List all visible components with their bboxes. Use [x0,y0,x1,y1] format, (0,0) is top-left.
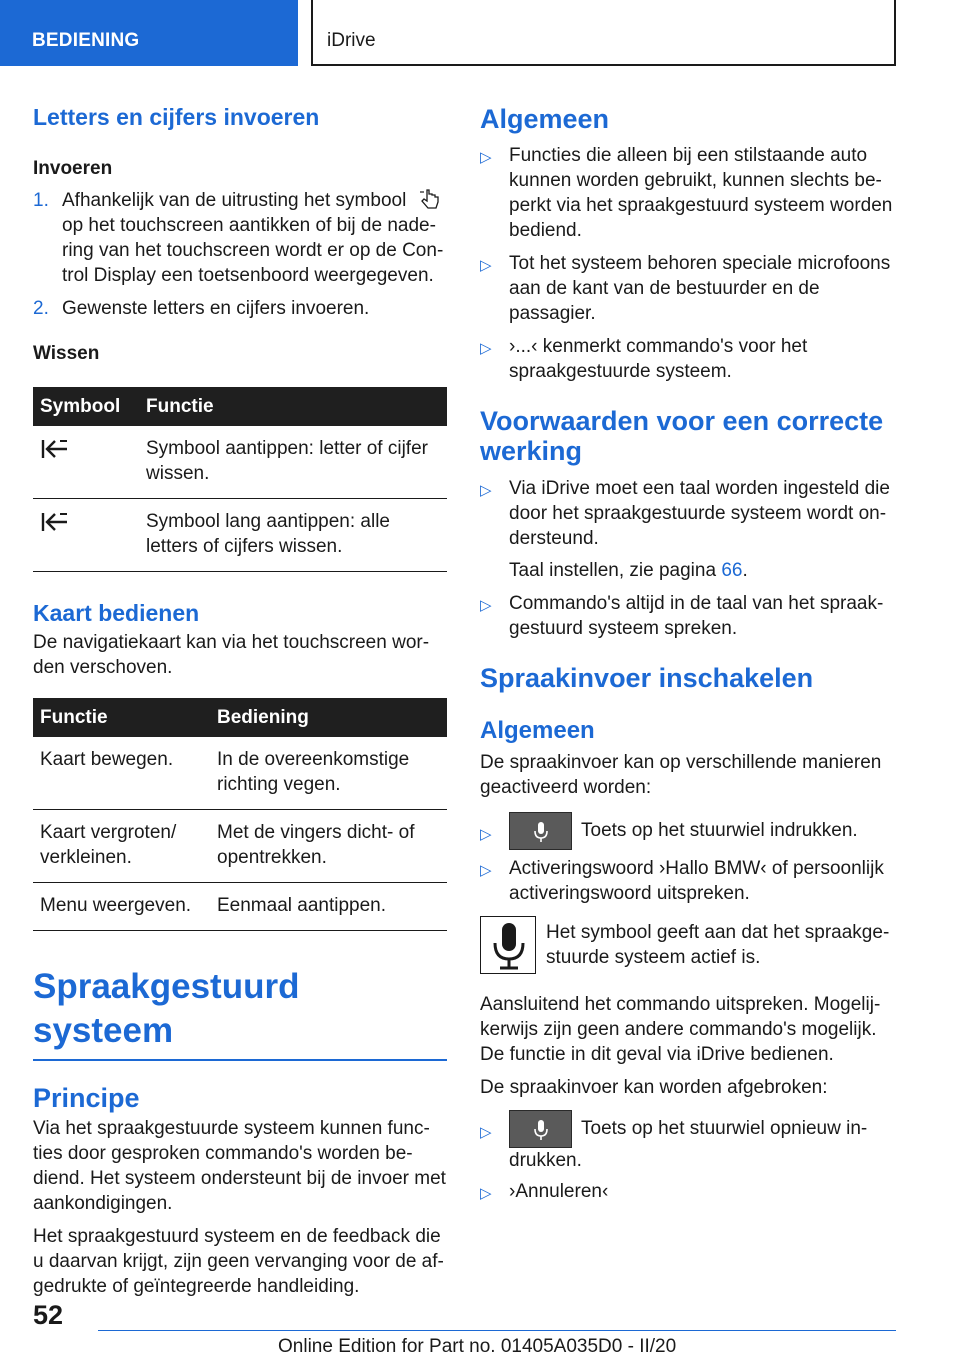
note-text: Het symbool geeft aan dat het spraakgestuurde systeem actief is. [546,922,890,968]
map-table [33,698,447,931]
table-cell-text: Symbool aantippen: letter of cijfer wissen. [139,426,447,499]
principle-paragraph-1: Via het spraakgestuurde systeem kunnen functies door gesproken commando's worden bediend. Het systeem ondersteunt bij de invoer met aankondigingen. [33,1118,446,1214]
map-heading: Kaart bedienen [33,600,200,626]
letters-heading: Letters en cijfers invoeren [33,104,320,130]
page-number: 52 [33,1300,64,1330]
table-row [33,426,447,499]
table-cell: Menu weergeven. [33,883,210,931]
reference-text: Taal instellen, zie pagina [509,560,717,581]
activate-intro: De spraakinvoer kan op verschillende manieren geactiveerd worden: [480,752,882,798]
bullet-triangle-icon: ▷ [480,257,492,274]
table-header-cell: Bediening [210,698,447,737]
bullet-triangle-icon: ▷ [480,1124,492,1141]
step-text-a: Afhankelijk van de uitrusting het symbool [62,190,407,211]
backspace-icon [40,511,70,533]
list-item-text: Via iDrive moet een taal worden ingesteld die door het spraakgestuurde systeem wordt ondersteund. [509,478,890,549]
voice-button-image [509,1110,572,1148]
list-item-text: Tot het systeem behoren speciale microfoons aan de kant van de bestuurder en de passagier. [509,253,891,324]
bullet-triangle-icon: ▷ [480,340,492,357]
table-row [33,883,447,931]
table-header-row [33,387,447,426]
microphone-icon [532,821,550,843]
delete-table [33,387,447,572]
microphone-active-icon [481,917,537,975]
step-number: 1. [33,190,49,211]
input-subheading: Invoeren [33,158,113,179]
step-text-b: op het touchscreen aantikken of bij de nadering van het touchscreen wordt er op de Control Display een toetsenboord weergegeven. [62,215,444,286]
bullet-triangle-icon: ▷ [480,482,492,499]
activate-paragraph-2: De spraakinvoer kan worden afgebroken: [480,1077,828,1098]
table-cell: Kaart bewegen. [33,737,210,810]
list-item [480,812,896,850]
section-tab: BEDIENING [0,0,298,66]
page-header [0,0,960,66]
bullet-triangle-icon: ▷ [480,597,492,614]
list-item [480,591,896,641]
step-item [33,188,447,288]
activate-general-heading: Algemeen [480,717,595,744]
bullet-triangle-icon: ▷ [480,826,492,843]
list-item-text: ›Annuleren‹ [509,1181,609,1202]
table-cell: In de overeenkomstige richting vegen. [210,737,447,810]
conditions-list [480,476,896,641]
bullet-triangle-icon: ▷ [480,149,492,166]
map-intro: De navigatiekaart kan via het touchscreen worden verschoven. [33,632,430,678]
list-item [480,1179,896,1204]
voice-active-note [480,920,896,978]
list-item [480,251,896,326]
principle-heading: Principe [33,1083,140,1113]
table-cell: Kaart vergroten/ verkleinen. [33,810,210,883]
right-column [480,100,896,1212]
delete-subheading: Wissen [33,343,100,364]
chapter-title: iDrive [311,0,896,66]
left-column [33,100,447,1299]
table-row [33,499,447,572]
list-item [480,476,896,583]
list-item-text: Toets op het stuurwiel opnieuw indrukken. [509,1118,868,1171]
table-cell: Met de vingers dicht- of opentrekken. [210,810,447,883]
backspace-icon [40,438,70,460]
activate-heading: Spraakinvoer inschakelen [480,663,814,693]
list-item [480,143,896,243]
table-header-row [33,698,447,737]
step-item [33,296,447,321]
general-list [480,143,896,384]
table-row [33,810,447,883]
table-header-cell: Functie [139,387,447,426]
activate-paragraph-1: Aansluitend het commando uitspreken. Mogelijkerwijs zijn geen andere commando's mogelijk. De functie in dit geval via iDrive bedienen. [480,994,881,1065]
table-cell: Eenmaal aantippen. [210,883,447,931]
step-text: Gewenste letters en cijfers invoeren. [62,298,370,319]
bullet-triangle-icon: ▷ [480,1185,492,1202]
table-cell-icon [33,426,139,499]
list-item-text: Activeringswoord ›Hallo BMW‹ of persoonlijk activeringswoord uitspreken. [509,858,884,904]
table-row [33,737,447,810]
page-link[interactable]: 66 [721,560,743,581]
microphone-icon [532,1119,550,1141]
principle-paragraph-2: Het spraakgestuurd systeem en de feedback die u daarvan krijgt, zijn geen vervanging voor de afgedrukte of geïntegreerde handleiding. [33,1226,444,1297]
bullet-triangle-icon: ▷ [480,862,492,879]
table-cell-icon [33,499,139,572]
table-cell-text: Symbool lang aantippen: alle letters of cijfers wissen. [139,499,447,572]
activate-list [480,812,896,906]
table-header-cell: Functie [33,698,210,737]
voice-button-image [509,812,572,850]
table-header-cell: Symbool [33,387,139,426]
list-item-text: Commando's altijd in de taal van het spraakgestuurd systeem spreken. [509,593,884,639]
list-item [480,1110,896,1173]
input-steps [33,188,447,321]
voice-system-heading: Spraakgestuurd systeem [33,965,447,1061]
cancel-list [480,1110,896,1204]
general-heading: Algemeen [480,104,610,134]
list-item [480,334,896,384]
edition-footer: Online Edition for Part no. 01405A035D0 - II/20 [278,1336,677,1357]
touch-keyboard-icon [418,188,442,210]
step-number: 2. [33,298,49,319]
voice-active-symbol [480,916,536,974]
list-item-text: Functies die alleen bij een stilstaande auto kunnen worden gebruikt, kunnen slechts beperkt via het spraakgestuurd systeem worden bediend. [509,145,893,241]
list-item [480,856,896,906]
conditions-heading: Voorwaarden voor een correcte werking [480,406,884,466]
language-reference: Taal instellen, zie pagina 66. [509,560,748,581]
footer-divider [98,1330,896,1331]
list-item-text: Toets op het stuurwiel indrukken. [581,820,858,842]
list-item-text: ›...‹ kenmerkt commando's voor het spraakgestuurde systeem. [509,336,808,382]
